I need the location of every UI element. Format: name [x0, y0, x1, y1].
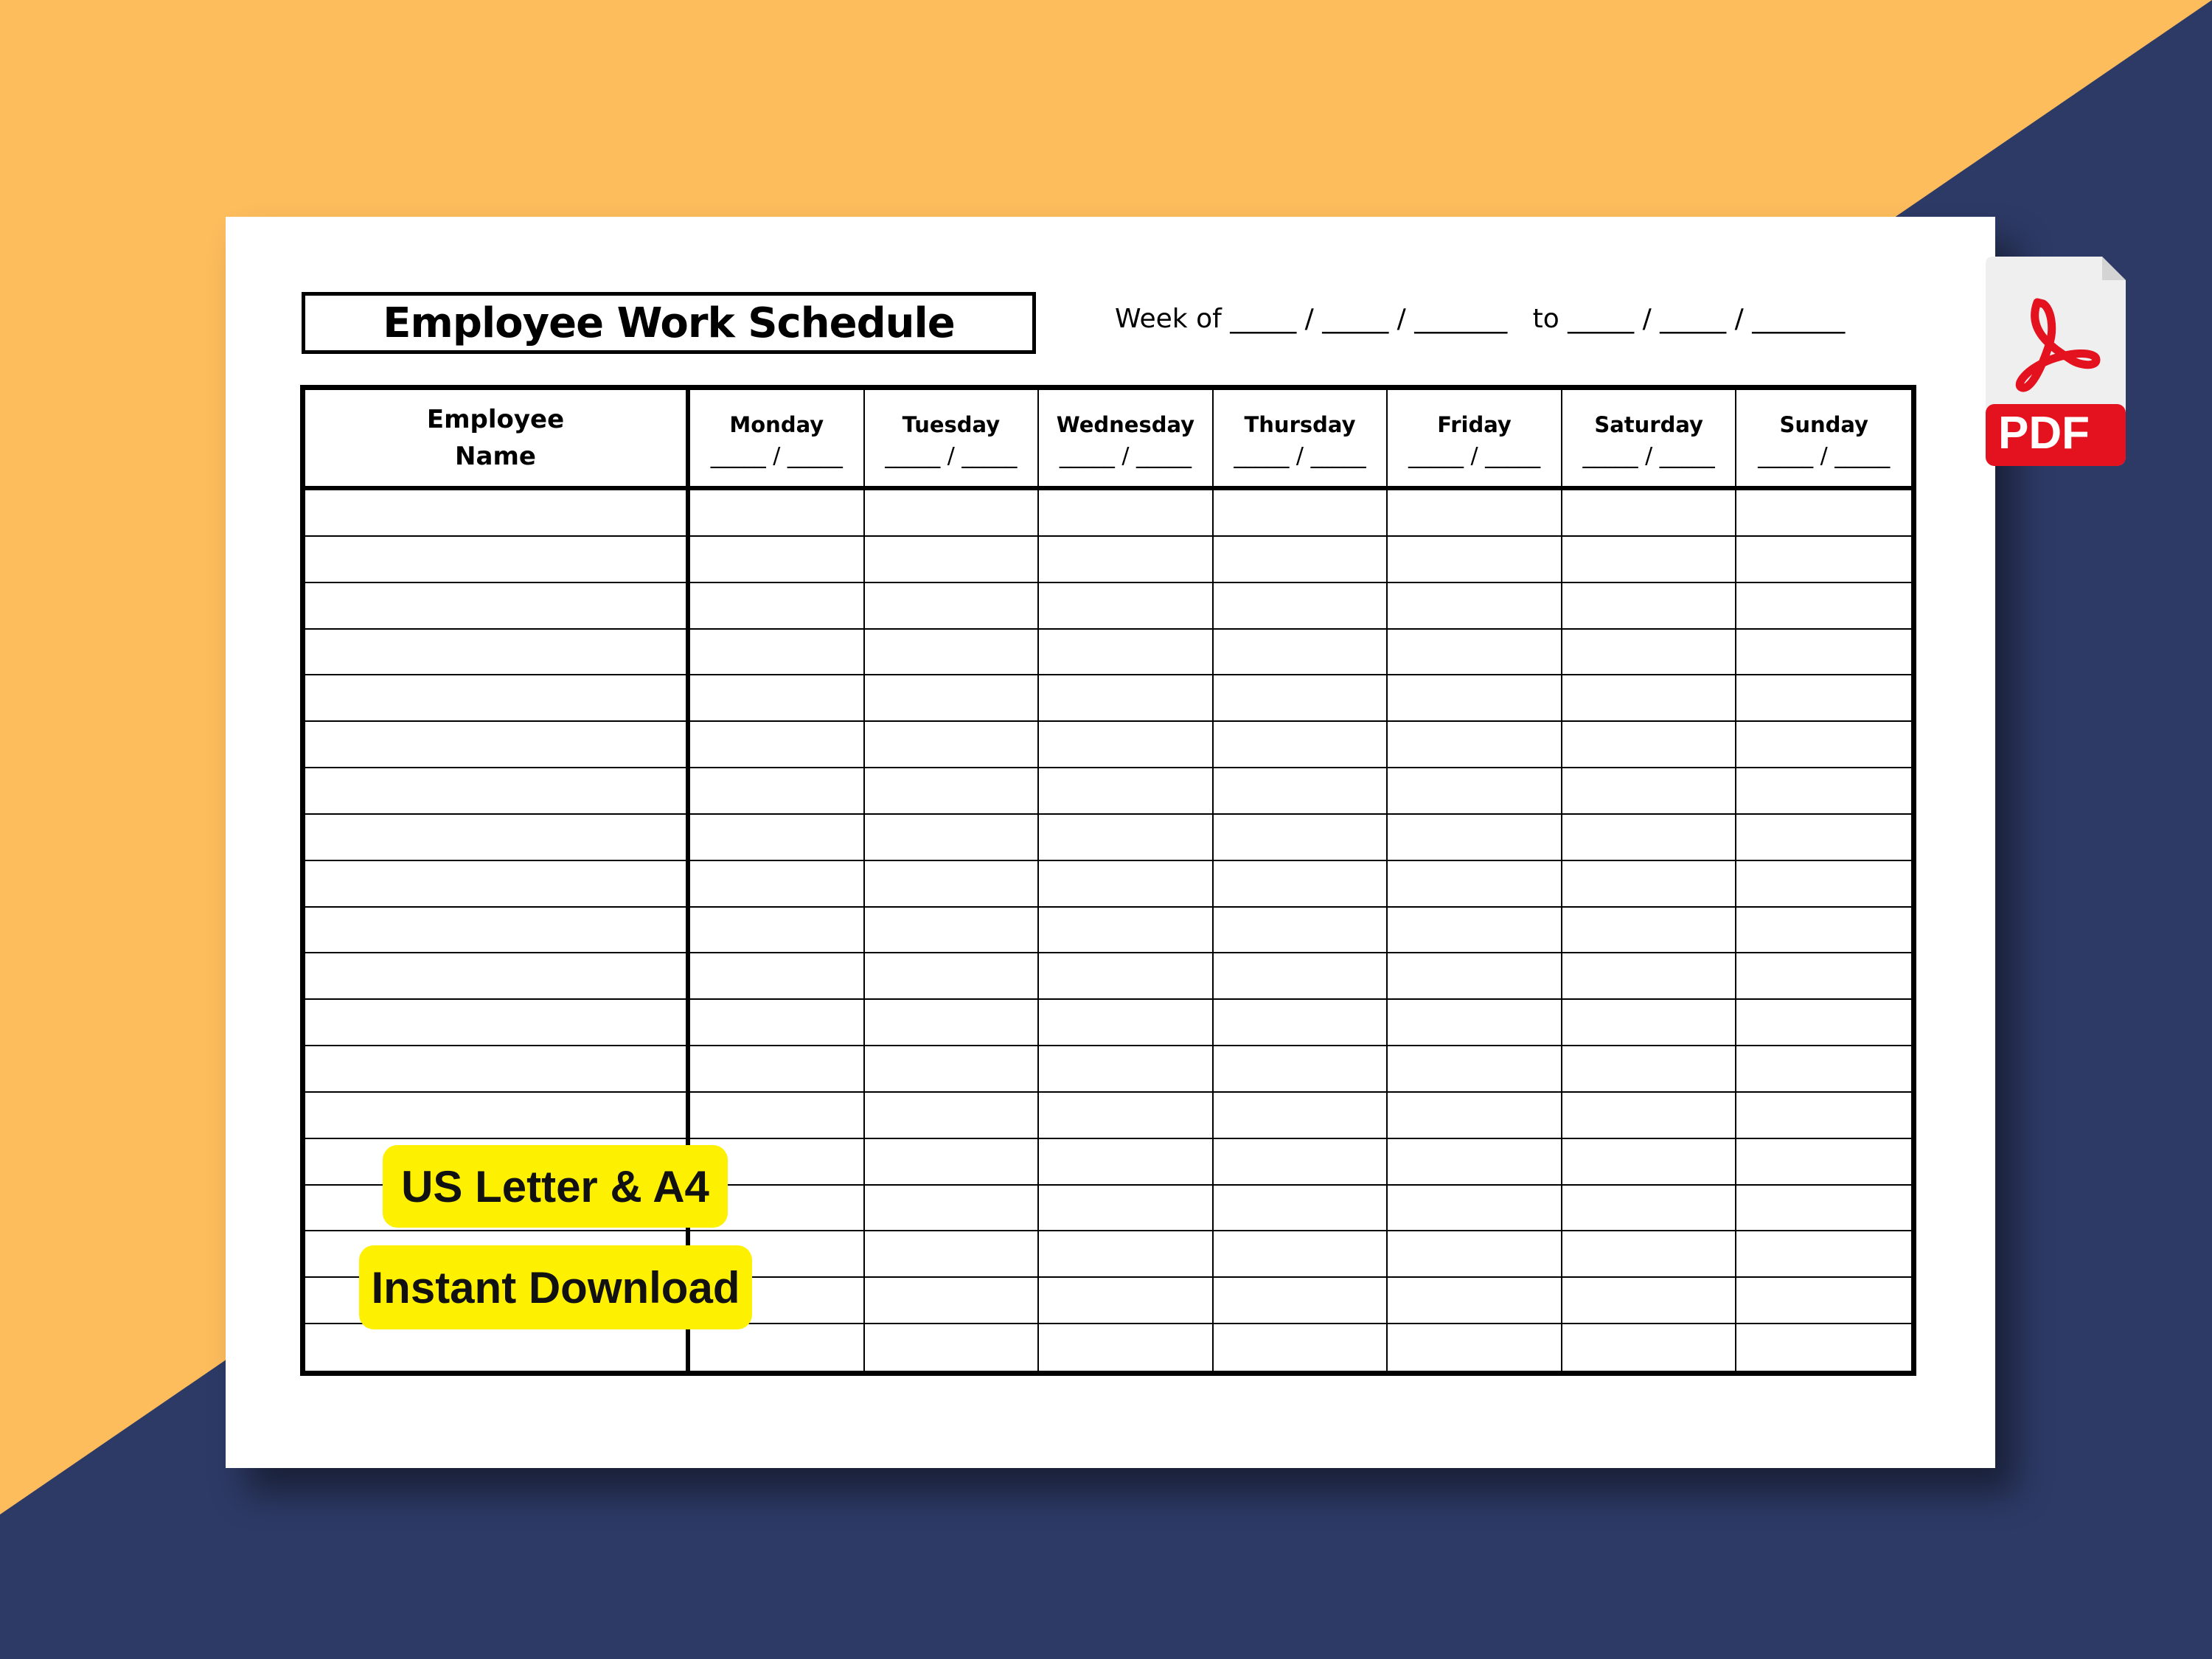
shift-cell[interactable]	[1388, 630, 1562, 676]
shift-cell[interactable]	[1736, 1324, 1911, 1371]
shift-cell[interactable]	[690, 537, 865, 583]
day-header-saturday	[1562, 390, 1737, 490]
shift-cell[interactable]	[690, 815, 865, 861]
shift-cell[interactable]	[865, 1139, 1040, 1186]
shift-cell[interactable]	[1388, 1231, 1562, 1278]
shift-cell[interactable]	[865, 583, 1040, 630]
shift-cell[interactable]	[865, 815, 1040, 861]
shift-cell[interactable]	[1214, 1046, 1388, 1093]
shift-cell[interactable]	[865, 1231, 1040, 1278]
shift-cell[interactable]	[1214, 768, 1388, 815]
employee-name-cell[interactable]	[305, 630, 690, 676]
shift-cell[interactable]	[1214, 861, 1388, 908]
employee-name-cell[interactable]	[305, 1093, 690, 1139]
shift-cell[interactable]	[1214, 675, 1388, 722]
shift-cell[interactable]	[1039, 537, 1214, 583]
shift-cell[interactable]	[690, 1000, 865, 1046]
shift-cell[interactable]	[690, 675, 865, 722]
shift-cell[interactable]	[1736, 722, 1911, 768]
employee-name-cell[interactable]	[305, 908, 690, 954]
employee-name-cell[interactable]	[305, 537, 690, 583]
shift-cell[interactable]	[1039, 1186, 1214, 1232]
shift-cell[interactable]	[1214, 490, 1388, 537]
shift-cell[interactable]	[865, 537, 1040, 583]
day-date-blank: _____ / _____	[1234, 442, 1366, 469]
employee-name-cell[interactable]	[305, 861, 690, 908]
shift-cell[interactable]	[1562, 1186, 1737, 1232]
shift-cell[interactable]	[1562, 1231, 1737, 1278]
shift-cell[interactable]	[690, 953, 865, 1000]
shift-cell[interactable]	[1214, 1278, 1388, 1324]
shift-cell[interactable]	[1736, 537, 1911, 583]
shift-cell[interactable]	[1214, 1231, 1388, 1278]
shift-cell[interactable]	[1388, 537, 1562, 583]
day-date-blank: _____ / _____	[1758, 442, 1891, 469]
shift-cell[interactable]	[865, 630, 1040, 676]
employee-name-cell[interactable]	[305, 1000, 690, 1046]
employee-name-cell[interactable]	[305, 768, 690, 815]
shift-cell[interactable]	[690, 583, 865, 630]
shift-cell[interactable]	[1562, 768, 1737, 815]
day-name: Monday	[729, 411, 824, 437]
day-header-wednesday	[1039, 390, 1214, 490]
day-date-blank: _____ / _____	[885, 442, 1018, 469]
title-box	[302, 292, 1036, 354]
shift-cell[interactable]	[1562, 953, 1737, 1000]
day-name: Thursday	[1244, 411, 1356, 437]
format-badge: US Letter & A4	[383, 1145, 728, 1228]
shift-cell[interactable]	[690, 1046, 865, 1093]
shift-cell[interactable]	[1039, 630, 1214, 676]
shift-cell[interactable]	[865, 1093, 1040, 1139]
shift-cell[interactable]	[690, 1093, 865, 1139]
shift-cell[interactable]	[1214, 1186, 1388, 1232]
shift-cell[interactable]	[1214, 908, 1388, 954]
shift-cell[interactable]	[865, 1186, 1040, 1232]
day-date-blank: _____ / _____	[710, 442, 843, 469]
employee-name-cell[interactable]	[305, 1324, 690, 1371]
shift-cell[interactable]	[1736, 630, 1911, 676]
shift-cell[interactable]	[1039, 1093, 1214, 1139]
shift-cell[interactable]	[865, 1324, 1040, 1371]
employee-name-cell[interactable]	[305, 815, 690, 861]
pdf-label: PDF	[1998, 407, 2090, 459]
day-date-blank: _____ / _____	[1582, 442, 1715, 469]
shift-cell[interactable]	[1039, 768, 1214, 815]
shift-cell[interactable]	[1736, 815, 1911, 861]
employee-name-cell[interactable]	[305, 722, 690, 768]
shift-cell[interactable]	[690, 768, 865, 815]
shift-cell[interactable]	[1736, 953, 1911, 1000]
shift-cell[interactable]	[1388, 768, 1562, 815]
shift-cell[interactable]	[1562, 1324, 1737, 1371]
day-name: Sunday	[1779, 411, 1868, 437]
shift-cell[interactable]	[1388, 815, 1562, 861]
day-header-monday	[690, 390, 865, 490]
shift-cell[interactable]	[1736, 1231, 1911, 1278]
shift-cell[interactable]	[1562, 1000, 1737, 1046]
shift-cell[interactable]	[1214, 630, 1388, 676]
shift-cell[interactable]	[1388, 1324, 1562, 1371]
day-header-sunday	[1736, 390, 1911, 490]
shift-cell[interactable]	[1388, 490, 1562, 537]
shift-cell[interactable]	[1562, 722, 1737, 768]
shift-cell[interactable]	[1736, 1093, 1911, 1139]
shift-cell[interactable]	[865, 1046, 1040, 1093]
shift-cell[interactable]	[1039, 490, 1214, 537]
day-header-thursday	[1214, 390, 1388, 490]
shift-cell[interactable]	[1388, 1186, 1562, 1232]
shift-cell[interactable]	[1562, 815, 1737, 861]
shift-cell[interactable]	[1039, 1046, 1214, 1093]
shift-cell[interactable]	[1214, 537, 1388, 583]
shift-cell[interactable]	[1736, 490, 1911, 537]
shift-cell[interactable]	[1039, 722, 1214, 768]
shift-cell[interactable]	[1214, 1139, 1388, 1186]
shift-cell[interactable]	[1039, 1324, 1214, 1371]
shift-cell[interactable]	[690, 630, 865, 676]
week-of-line: Week of _____ / _____ / _______ to _____ / _____ / _______	[1115, 304, 1846, 334]
shift-cell[interactable]	[1039, 815, 1214, 861]
shift-cell[interactable]	[1562, 630, 1737, 676]
shift-cell[interactable]	[1039, 1139, 1214, 1186]
shift-cell[interactable]	[1736, 1046, 1911, 1093]
shift-cell[interactable]	[865, 1000, 1040, 1046]
employee-header-line1: Employee	[426, 405, 565, 434]
schedule-title: Employee Work Schedule	[383, 299, 955, 347]
schedule-sheet	[226, 217, 1995, 1468]
shift-cell[interactable]	[1214, 583, 1388, 630]
shift-cell[interactable]	[1562, 1139, 1737, 1186]
employee-name-cell[interactable]	[305, 953, 690, 1000]
shift-cell[interactable]	[1562, 861, 1737, 908]
shift-cell[interactable]	[1039, 1278, 1214, 1324]
day-header-friday	[1388, 390, 1562, 490]
shift-cell[interactable]	[1388, 1000, 1562, 1046]
shift-cell[interactable]	[865, 1278, 1040, 1324]
shift-cell[interactable]	[1562, 675, 1737, 722]
shift-cell[interactable]	[1562, 490, 1737, 537]
employee-name-cell[interactable]	[305, 1046, 690, 1093]
shift-cell[interactable]	[690, 490, 865, 537]
shift-cell[interactable]	[1736, 768, 1911, 815]
shift-cell[interactable]	[865, 768, 1040, 815]
shift-cell[interactable]	[1562, 583, 1737, 630]
day-header-tuesday	[865, 390, 1040, 490]
day-name: Tuesday	[902, 411, 1001, 437]
shift-cell[interactable]	[1736, 1278, 1911, 1324]
shift-cell[interactable]	[1388, 908, 1562, 954]
shift-cell[interactable]	[1562, 537, 1737, 583]
day-name: Friday	[1437, 411, 1512, 437]
employee-name-cell[interactable]	[305, 490, 690, 537]
shift-cell[interactable]	[1039, 953, 1214, 1000]
day-name: Saturday	[1594, 411, 1703, 437]
shift-cell[interactable]	[1388, 675, 1562, 722]
shift-cell[interactable]	[1039, 1231, 1214, 1278]
shift-cell[interactable]	[1388, 953, 1562, 1000]
shift-cell[interactable]	[1214, 722, 1388, 768]
shift-cell[interactable]	[1214, 815, 1388, 861]
shift-cell[interactable]	[1562, 1093, 1737, 1139]
shift-cell[interactable]	[1214, 1324, 1388, 1371]
shift-cell[interactable]	[1214, 1093, 1388, 1139]
shift-cell[interactable]	[1388, 583, 1562, 630]
day-date-blank: _____ / _____	[1059, 442, 1192, 469]
shift-cell[interactable]	[1039, 675, 1214, 722]
employee-name-header	[305, 390, 690, 490]
shift-cell[interactable]	[1388, 861, 1562, 908]
shift-cell[interactable]	[1388, 1278, 1562, 1324]
employee-name-cell[interactable]	[305, 583, 690, 630]
shift-cell[interactable]	[1039, 583, 1214, 630]
shift-cell[interactable]	[865, 722, 1040, 768]
shift-cell[interactable]	[1214, 1000, 1388, 1046]
shift-cell[interactable]	[690, 861, 865, 908]
shift-cell[interactable]	[1562, 1046, 1737, 1093]
shift-cell[interactable]	[1736, 1139, 1911, 1186]
shift-cell[interactable]	[865, 675, 1040, 722]
shift-cell[interactable]	[690, 908, 865, 954]
shift-cell[interactable]	[865, 861, 1040, 908]
shift-cell[interactable]	[1736, 908, 1911, 954]
employee-name-cell[interactable]	[305, 675, 690, 722]
shift-cell[interactable]	[1388, 1046, 1562, 1093]
shift-cell[interactable]	[1388, 1139, 1562, 1186]
shift-cell[interactable]	[1562, 1278, 1737, 1324]
day-name: Wednesday	[1056, 411, 1195, 437]
shift-cell[interactable]	[1736, 675, 1911, 722]
shift-cell[interactable]	[1039, 1000, 1214, 1046]
shift-cell[interactable]	[1562, 908, 1737, 954]
instant-download-badge: Instant Download	[359, 1245, 752, 1329]
shift-cell[interactable]	[1736, 861, 1911, 908]
shift-cell[interactable]	[865, 908, 1040, 954]
employee-header-line2: Name	[455, 442, 536, 471]
shift-cell[interactable]	[1736, 1000, 1911, 1046]
shift-cell[interactable]	[690, 1324, 865, 1371]
shift-cell[interactable]	[1214, 953, 1388, 1000]
shift-cell[interactable]	[1736, 1186, 1911, 1232]
shift-cell[interactable]	[865, 490, 1040, 537]
shift-cell[interactable]	[690, 722, 865, 768]
shift-cell[interactable]	[1736, 583, 1911, 630]
day-date-blank: _____ / _____	[1408, 442, 1541, 469]
shift-cell[interactable]	[865, 953, 1040, 1000]
shift-cell[interactable]	[1388, 1093, 1562, 1139]
shift-cell[interactable]	[1039, 908, 1214, 954]
shift-cell[interactable]	[1039, 861, 1214, 908]
shift-cell[interactable]	[1388, 722, 1562, 768]
